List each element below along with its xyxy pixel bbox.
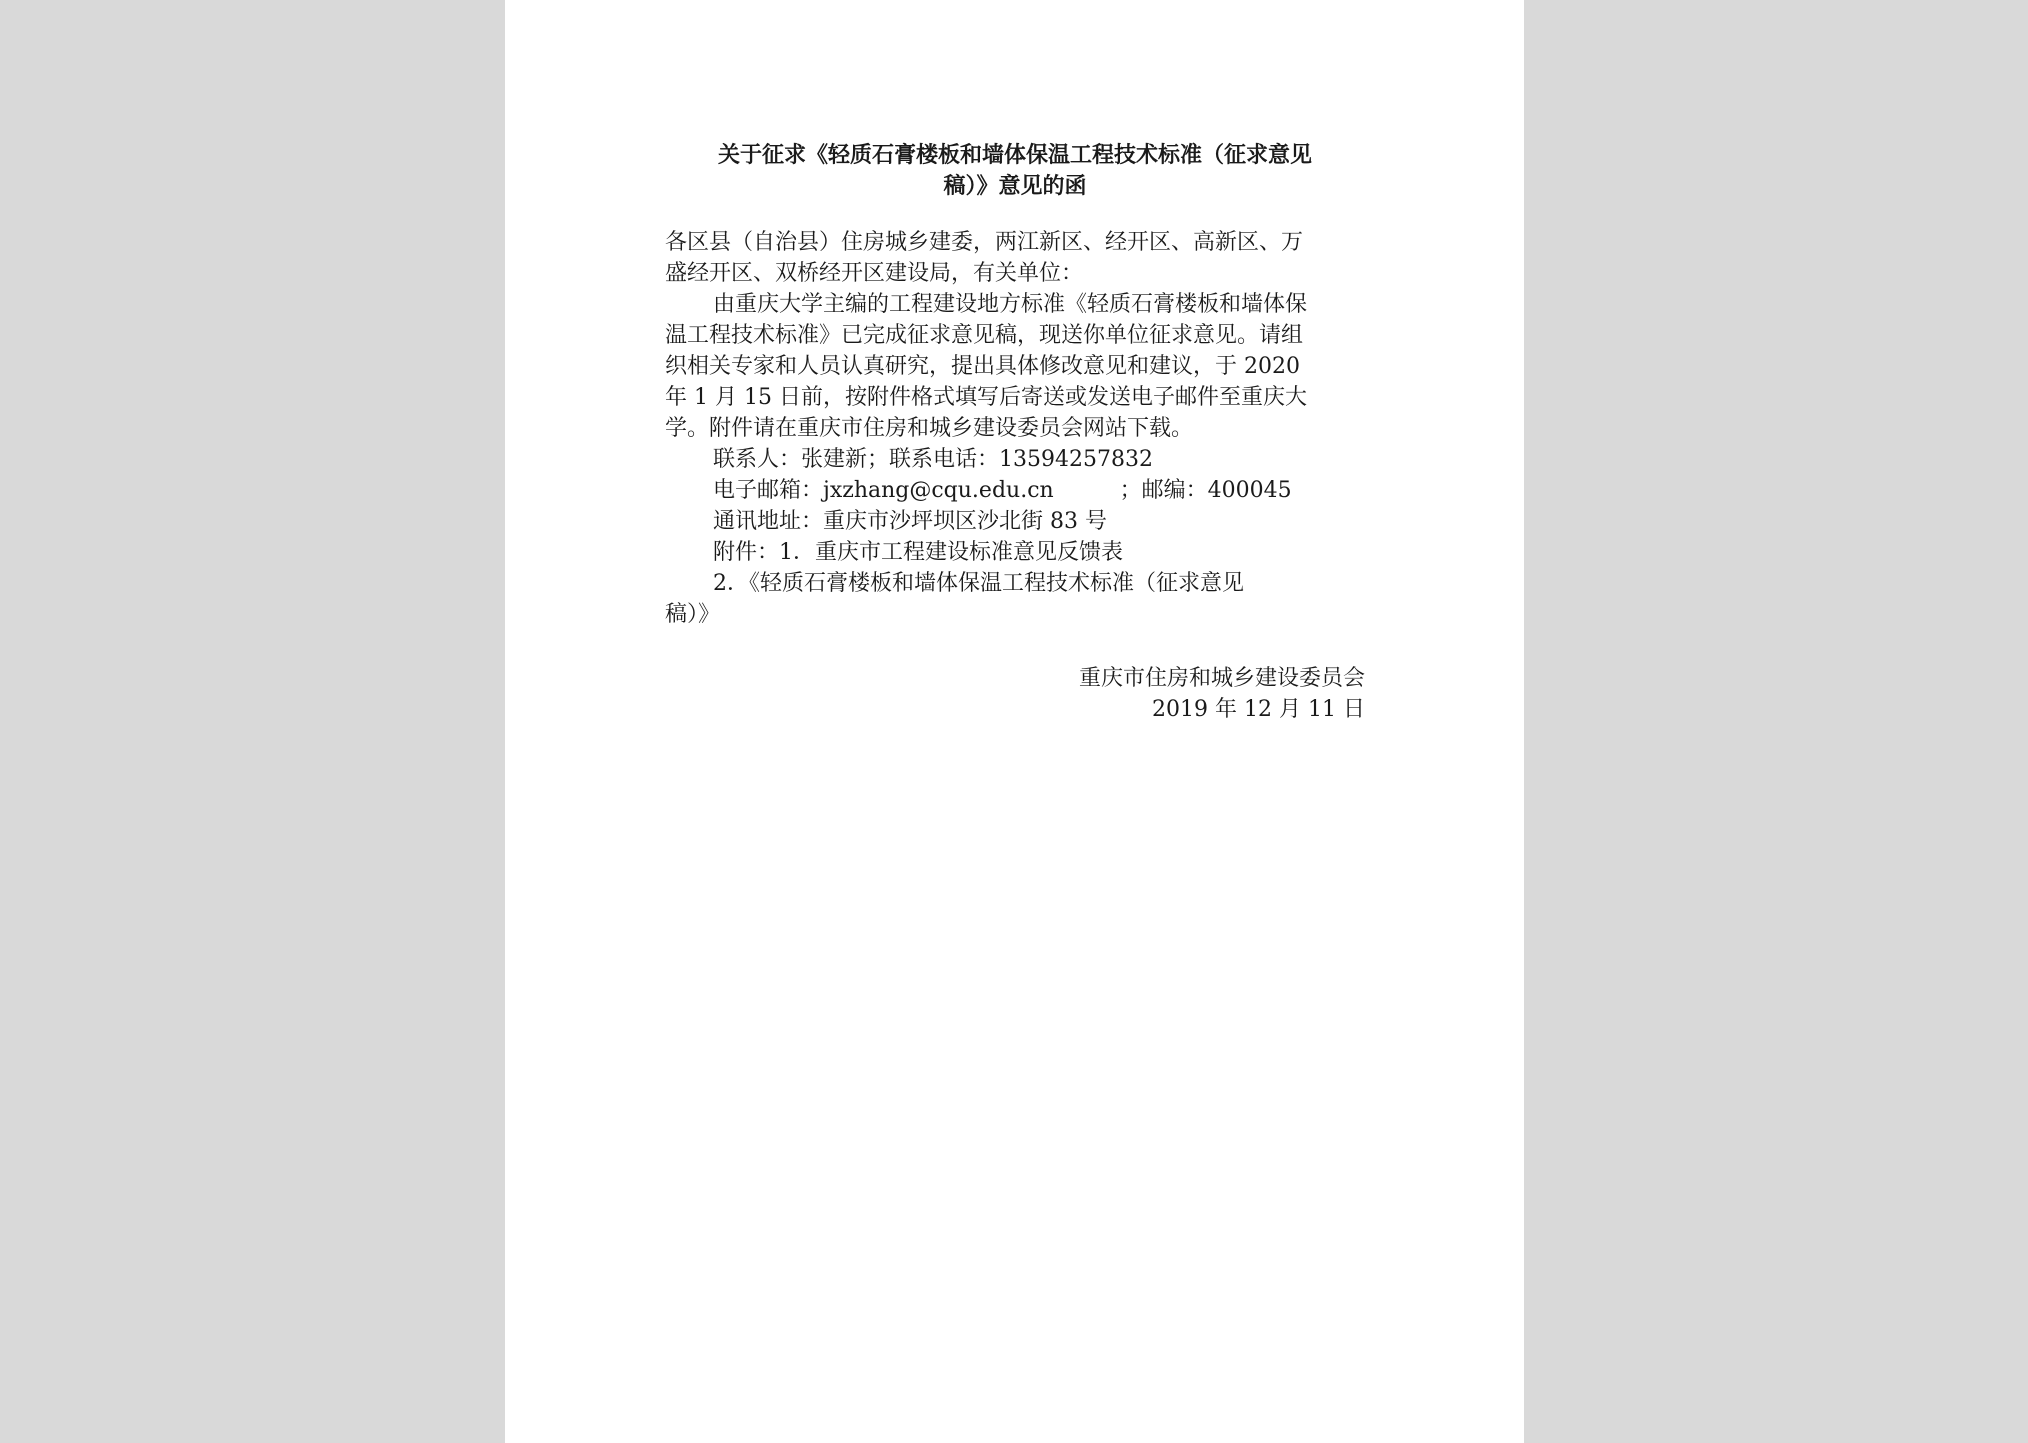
attachments [665, 537, 1365, 630]
attachment-item: 2．《轻质石膏楼板和墙体保温工程技术标准（征求意见 [713, 571, 1244, 596]
attachment-item: 附件：1．重庆市工程建设标准意见反馈表 [713, 540, 1123, 565]
document-page [505, 0, 1524, 1443]
contact-person: 联系人：张建新；联系电话：13594257832 [713, 447, 1153, 472]
document-content [665, 140, 1365, 725]
body-paragraph [665, 289, 1365, 444]
signature-date: 2019 年 12 月 11 日 [1152, 697, 1365, 722]
addressee [665, 227, 1365, 289]
contact-email: 电子邮箱：jxzhang@cqu.edu.cn ；邮编：400045 [713, 478, 1292, 503]
signature-block [665, 663, 1365, 725]
document-title [665, 140, 1365, 202]
body-line: 由重庆大学主编的工程建设地方标准《轻质石膏楼板和墙体保 [713, 292, 1308, 317]
body-line: 温工程技术标准》已完成征求意见稿，现送你单位征求意见。请组 [665, 323, 1304, 348]
addressee-line: 各区县（自治县）住房城乡建委，两江新区、经开区、高新区、万 [665, 230, 1304, 255]
body-line: 年 1 月 15 日前，按附件格式填写后寄送或发送电子邮件至重庆大 [665, 385, 1307, 410]
title-line: 稿）》意见的函 [943, 173, 1087, 199]
body-line: 织相关专家和人员认真研究，提出具体修改意见和建议，于 2020 [665, 354, 1300, 379]
contact-address: 通讯地址：重庆市沙坪坝区沙北街 83 号 [713, 509, 1107, 534]
attachment-item-continued: 稿）》 [665, 602, 721, 627]
contact-info [665, 444, 1365, 537]
signature-org: 重庆市住房和城乡建设委员会 [1078, 666, 1365, 691]
title-line: 关于征求《轻质石膏楼板和墙体保温工程技术标准（征求意见 [717, 142, 1312, 168]
body-line: 学。附件请在重庆市住房和城乡建设委员会网站下载。 [665, 416, 1194, 441]
addressee-line: 盛经开区、双桥经开区建设局，有关单位： [665, 261, 1084, 286]
